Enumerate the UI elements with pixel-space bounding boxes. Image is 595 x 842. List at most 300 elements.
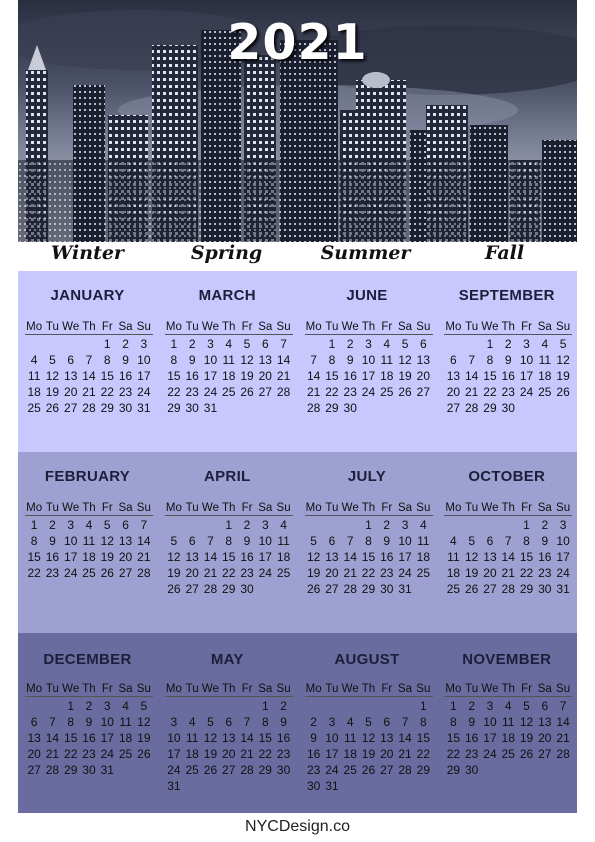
weekday-label: Fr [101,502,113,514]
week-row [444,336,572,352]
day-cell: 30 [501,401,515,415]
weekday-label: Sa [118,321,133,333]
day-cell [220,400,238,416]
day-cell: 9 [85,715,93,729]
weekday-label: Tu [465,321,479,333]
day-cell [305,517,323,533]
day-cell [359,778,377,794]
day-cell: 10 [361,353,376,367]
day-cell [274,400,292,416]
day-cell [378,698,396,714]
weekday-label: Sa [537,321,552,333]
day-cell: 21 [464,385,479,399]
day-cell: 11 [538,353,552,367]
day-cell: 20 [64,385,78,399]
day-cell: 30 [276,763,291,777]
week-row [165,368,293,384]
day-cell: 10 [167,731,181,745]
weekday-label: Tu [185,683,199,695]
day-cell: 4 [504,699,512,713]
day-cell: 29 [446,763,461,777]
day-cell: 28 [82,401,96,415]
week-row [165,730,293,746]
day-cell: 31 [137,401,151,415]
day-cell: 24 [325,763,339,777]
day-cell: 20 [118,550,133,564]
month-grid [444,681,572,778]
weekday-header [305,500,433,516]
week-row [25,698,153,714]
day-cell: 24 [203,385,218,399]
day-cell: 31 [556,582,570,596]
day-cell: 8 [170,353,178,367]
day-cell: 23 [343,385,357,399]
weekday-label: Fr [381,321,393,333]
day-cell: 19 [306,566,321,580]
day-cell: 26 [361,763,376,777]
day-cell: 13 [325,550,339,564]
day-cell [359,400,377,416]
day-cell: 11 [185,731,199,745]
weekday-label: Th [361,683,376,695]
day-cell: 6 [450,353,457,367]
day-cell: 18 [380,369,394,383]
day-cell: 7 [207,534,214,548]
day-cell [323,698,341,714]
day-cell: 14 [203,550,218,564]
weekday-header [444,319,572,335]
week-row [305,730,433,746]
day-cell [414,400,432,416]
week-row [25,384,153,400]
day-cell: 26 [100,566,114,580]
season-fall: Fall [484,242,525,264]
week-row [165,384,293,400]
month-name: MARCH [198,287,256,304]
day-cell: 29 [483,401,497,415]
weekday-label: Mo [26,502,43,514]
week-row [444,400,572,416]
day-cell: 19 [240,369,254,383]
month-grid [165,319,293,416]
day-cell: 10 [325,731,339,745]
day-cell [481,762,499,778]
weekday-label: Fr [521,502,532,514]
month-name: JUNE [346,287,388,304]
day-cell: 1 [328,337,336,351]
footer-credit: NYCDesign.co [245,818,350,835]
day-cell: 9 [541,534,549,548]
day-cell: 6 [122,518,129,532]
weekday-label: Tu [465,683,479,695]
day-cell: 27 [538,747,552,761]
weekday-label: Su [416,321,431,333]
month-name: APRIL [204,468,251,485]
week-row [444,352,572,368]
day-cell: 4 [419,518,427,532]
day-cell: 28 [343,582,357,596]
day-cell: 27 [64,401,78,415]
week-row [25,762,153,778]
weekday-header [165,319,293,335]
day-cell: 8 [419,715,427,729]
day-cell: 21 [276,369,291,383]
week-row [165,762,293,778]
day-cell: 1 [450,699,457,713]
day-cell: 17 [100,731,114,745]
day-cell: 12 [306,550,321,564]
week-row [444,565,572,581]
week-row [25,352,153,368]
week-row [444,368,572,384]
day-cell: 13 [446,369,461,383]
day-cell: 3 [365,337,372,351]
day-cell: 12 [556,353,570,367]
day-cell: 3 [559,518,567,532]
day-cell [201,517,219,533]
month-name: MAY [210,651,244,668]
month-name: FEBRUARY [44,468,131,485]
weekday-label: We [201,502,219,514]
weekday-label: Tu [465,502,479,514]
weekday-label: Th [82,321,96,333]
weekday-label: Tu [325,683,339,695]
day-cell: 14 [45,731,60,745]
day-cell: 22 [100,385,114,399]
day-cell [165,517,183,533]
month-name: OCTOBER [468,468,546,485]
day-cell: 17 [64,550,78,564]
day-cell: 16 [240,550,254,564]
day-cell [536,400,554,416]
day-cell: 9 [280,715,287,729]
day-cell: 23 [118,385,133,399]
day-cell: 17 [325,747,339,761]
weekday-header [25,319,153,335]
day-cell: 11 [417,534,430,548]
week-row [444,549,572,565]
weekday-label: Tu [45,321,59,333]
week-row [25,533,153,549]
day-cell: 10 [483,715,497,729]
day-cell: 18 [222,369,236,383]
day-cell: 13 [27,731,41,745]
day-cell: 1 [67,699,75,713]
weekday-label: Sa [258,683,273,695]
day-cell: 3 [486,699,494,713]
day-cell: 9 [346,353,354,367]
day-cell [396,778,414,794]
weekday-label: Th [501,321,515,333]
weekday-label: Mo [305,321,322,333]
day-cell: 22 [361,566,376,580]
day-cell: 30 [538,582,552,596]
week-row [25,517,153,533]
weekday-label: Su [136,321,151,333]
day-cell: 28 [45,763,60,777]
day-cell: 3 [103,699,111,713]
day-cell: 9 [188,353,196,367]
weekday-label: Mo [445,502,462,514]
day-cell: 3 [328,715,336,729]
day-cell: 29 [64,763,78,777]
day-cell [536,762,554,778]
day-cell: 7 [504,534,512,548]
day-cell: 25 [276,566,291,580]
day-cell: 3 [170,715,178,729]
month-may [158,633,297,813]
day-cell: 30 [380,582,394,596]
weekday-label: Tu [45,683,59,695]
day-cell: 29 [258,763,272,777]
day-cell: 2 [504,337,512,351]
day-cell: 27 [416,385,430,399]
weekday-label: We [201,683,219,695]
day-cell [517,762,535,778]
day-cell: 19 [203,747,218,761]
day-cell: 26 [464,582,479,596]
day-cell: 29 [222,582,236,596]
day-cell [201,778,219,794]
day-cell: 7 [243,715,251,729]
weekday-label: We [62,321,80,333]
week-row [444,533,572,549]
day-cell: 30 [306,779,321,793]
day-cell: 30 [343,401,357,415]
day-cell [80,336,98,352]
day-cell: 14 [398,731,412,745]
day-cell [396,698,414,714]
day-cell: 23 [82,747,96,761]
day-cell: 20 [483,566,497,580]
month-june [298,271,437,452]
day-cell: 26 [137,747,151,761]
day-cell: 24 [519,385,534,399]
month-august [298,633,437,813]
day-cell: 3 [401,518,409,532]
day-cell: 12 [137,715,151,729]
day-cell: 30 [118,401,133,415]
day-cell: 13 [538,715,552,729]
day-cell [359,698,377,714]
day-cell: 12 [464,550,479,564]
day-cell: 1 [523,518,530,532]
day-cell: 12 [167,550,181,564]
calendar-band-1 [18,271,577,452]
week-row [444,730,572,746]
day-cell: 10 [64,534,78,548]
week-row [25,565,153,581]
day-cell: 3 [523,337,530,351]
day-cell: 20 [185,566,199,580]
week-row [305,533,433,549]
day-cell: 11 [119,715,132,729]
weekday-label: We [481,321,499,333]
weekday-label: Fr [101,683,113,695]
day-cell: 27 [483,582,497,596]
day-cell: 19 [137,731,151,745]
day-cell: 4 [225,337,233,351]
day-cell: 18 [446,566,461,580]
weekday-label: Sa [258,502,273,514]
day-cell: 27 [185,582,199,596]
day-cell: 11 [277,534,290,548]
day-cell: 16 [464,731,479,745]
day-cell: 27 [446,401,461,415]
day-cell: 24 [398,566,412,580]
day-cell: 30 [240,582,254,596]
day-cell: 27 [222,763,236,777]
day-cell: 24 [167,763,181,777]
month-january [18,271,157,452]
week-row [305,400,433,416]
week-row [305,714,433,730]
weekday-label: Fr [381,502,393,514]
day-cell: 2 [85,699,93,713]
day-cell [396,400,414,416]
day-cell: 10 [100,715,114,729]
day-cell: 9 [383,534,391,548]
weekday-label: We [62,683,80,695]
day-cell [463,517,481,533]
day-cell: 19 [100,550,114,564]
month-grid [25,681,153,778]
day-cell: 4 [383,337,391,351]
weekday-label: Th [501,683,515,695]
day-cell: 8 [67,715,75,729]
day-cell [305,698,323,714]
day-cell: 25 [501,747,515,761]
day-cell: 15 [258,731,272,745]
day-cell: 2 [122,337,129,351]
day-cell: 13 [64,369,78,383]
day-cell: 27 [27,763,41,777]
weekday-label: Su [416,683,431,695]
day-cell [256,400,274,416]
day-cell: 23 [276,747,291,761]
day-cell: 28 [464,401,479,415]
day-cell: 17 [258,550,272,564]
day-cell: 20 [258,369,272,383]
week-row [444,698,572,714]
weekday-header [444,681,572,697]
day-cell [378,400,396,416]
day-cell: 12 [361,731,376,745]
week-row [305,549,433,565]
day-cell: 22 [519,566,534,580]
weekday-label: Th [361,321,376,333]
day-cell: 22 [416,747,430,761]
day-cell [323,517,341,533]
day-cell: 20 [325,566,339,580]
day-cell [238,400,256,416]
day-cell [444,336,462,352]
day-cell: 16 [501,369,515,383]
day-cell: 18 [82,550,96,564]
day-cell: 11 [380,353,393,367]
day-cell: 6 [225,715,233,729]
day-cell [183,517,201,533]
day-cell: 15 [167,369,181,383]
day-cell: 3 [140,337,148,351]
day-cell: 2 [383,518,391,532]
month-november [437,633,576,813]
day-cell: 18 [185,747,199,761]
day-cell: 10 [398,534,412,548]
day-cell: 25 [380,385,394,399]
day-cell: 8 [365,534,372,548]
week-row [25,336,153,352]
day-cell: 14 [464,369,479,383]
weekday-label: Su [276,321,291,333]
day-cell: 17 [137,369,151,383]
day-cell: 22 [325,385,339,399]
day-cell: 5 [207,715,214,729]
weekday-label: Tu [185,502,199,514]
day-cell: 14 [501,550,515,564]
day-cell: 4 [346,715,354,729]
weekday-label: Su [416,502,431,514]
weekday-label: Mo [445,321,462,333]
day-cell: 5 [140,699,148,713]
day-cell: 12 [45,369,60,383]
day-cell: 30 [464,763,479,777]
month-name: DECEMBER [43,651,132,668]
day-cell: 2 [243,518,251,532]
day-cell [554,400,572,416]
weekday-header [305,681,433,697]
day-cell: 16 [380,550,394,564]
day-cell: 17 [556,550,570,564]
day-cell [414,778,432,794]
day-cell: 21 [45,747,60,761]
day-cell: 15 [325,369,339,383]
day-cell [378,778,396,794]
day-cell: 5 [559,337,567,351]
weekday-label: Sa [398,321,413,333]
day-cell: 26 [556,385,570,399]
day-cell: 5 [365,715,372,729]
weekday-label: Th [82,502,96,514]
day-cell: 9 [310,731,317,745]
week-row [305,581,433,597]
day-cell: 5 [523,699,530,713]
day-cell: 9 [122,353,129,367]
day-cell: 7 [140,518,148,532]
day-cell [256,778,274,794]
day-cell: 23 [501,385,515,399]
day-cell: 23 [380,566,394,580]
day-cell: 25 [222,385,236,399]
weekday-label: Th [222,321,236,333]
weekday-label: Su [556,321,571,333]
day-cell: 17 [483,731,497,745]
day-cell: 9 [49,534,56,548]
day-cell: 15 [416,731,430,745]
day-cell: 21 [556,731,570,745]
week-row [165,352,293,368]
day-cell: 29 [100,401,114,415]
day-cell: 18 [501,731,515,745]
day-cell: 12 [240,353,254,367]
day-cell: 9 [504,353,512,367]
day-cell: 8 [450,715,457,729]
day-cell: 3 [261,518,269,532]
day-cell: 11 [27,369,41,383]
day-cell: 13 [380,731,394,745]
day-cell: 27 [325,582,339,596]
day-cell: 31 [203,401,218,415]
